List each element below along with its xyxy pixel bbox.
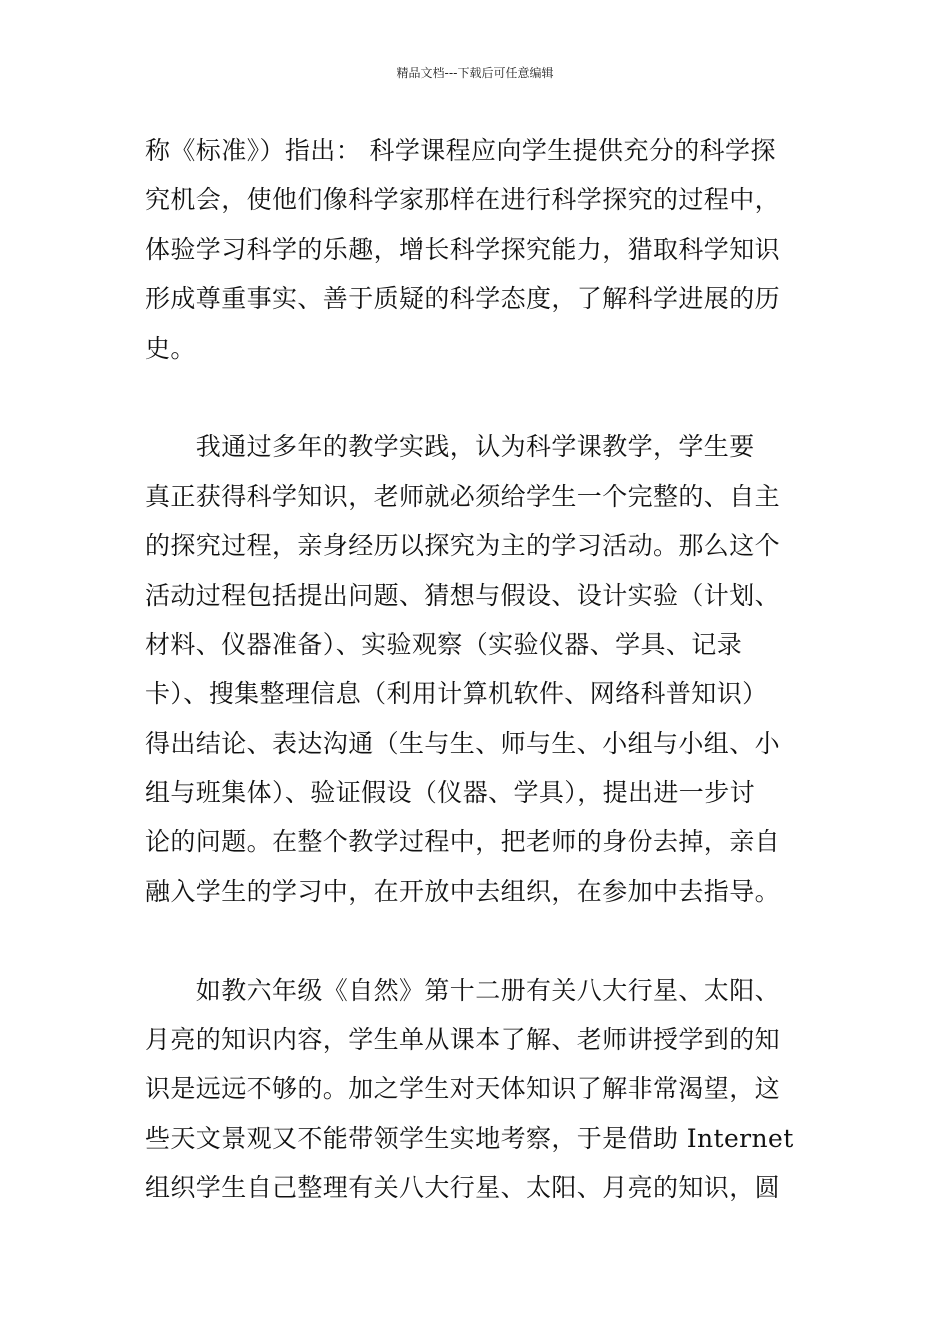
text-line: 史。 xyxy=(145,333,196,363)
text-line: 的探究过程，亲身经历以探究为主的学习活动。那么这个 xyxy=(145,531,781,561)
text-line: 称《标准》）指出： 科学课程应向学生提供充分的科学探 xyxy=(145,136,776,165)
paragraph-3 xyxy=(145,966,825,1213)
document-body xyxy=(145,126,825,1213)
text-line: 些天文景观又不能带领学生实地考察，于是借助 Internet xyxy=(145,1123,794,1153)
text-line: 我通过多年的教学实践，认为科学课教学，学生要 xyxy=(145,432,755,462)
text-line: 活动过程包括提出问题、猜想与假设、设计实验（计划、 xyxy=(145,580,781,610)
text-line: 如教六年级《自然》第十二册有关八大行星、太阳、 xyxy=(145,975,781,1005)
text-line: 体验学习科学的乐趣，增长科学探究能力，猎取科学知识 xyxy=(145,234,781,264)
paragraph-1 xyxy=(145,126,825,373)
paragraph-2 xyxy=(145,422,825,916)
page-header: 精品文档---下载后可任意编辑 xyxy=(396,66,554,80)
text-line: 真正获得科学知识，老师就必须给学生一个完整的、自主 xyxy=(145,481,781,511)
text-line: 识是远远不够的。加之学生对天体知识了解非常渴望，这 xyxy=(145,1074,781,1104)
text-line: 论的问题。在整个教学过程中，把老师的身份去掉，亲自 xyxy=(145,827,781,857)
paragraph-gap xyxy=(145,916,825,965)
paragraph-gap xyxy=(145,373,825,422)
text-line: 卡）、搜集整理信息（利用计算机软件、网络科普知识） xyxy=(145,679,768,709)
text-line: 月亮的知识内容，学生单从课本了解、老师讲授学到的知 xyxy=(145,1025,781,1055)
text-line: 形成尊重事实、善于质疑的科学态度，了解科学进展的历 xyxy=(145,284,781,314)
text-line: 组与班集体）、验证假设（仪器、学具），提出进一步讨 xyxy=(145,778,756,808)
text-line: 究机会，使他们像科学家那样在进行科学探究的过程中， xyxy=(145,185,781,215)
text-line: 得出结论、表达沟通（生与生、师与生、小组与小组、小 xyxy=(145,728,781,758)
text-line: 组织学生自己整理有关八大行星、太阳、月亮的知识，圆 xyxy=(145,1173,781,1203)
text-line: 融入学生的学习中，在开放中去组织，在参加中去指导。 xyxy=(145,876,781,906)
text-line: 材料、仪器准备）、实验观察（实验仪器、学具、记录 xyxy=(145,629,743,659)
